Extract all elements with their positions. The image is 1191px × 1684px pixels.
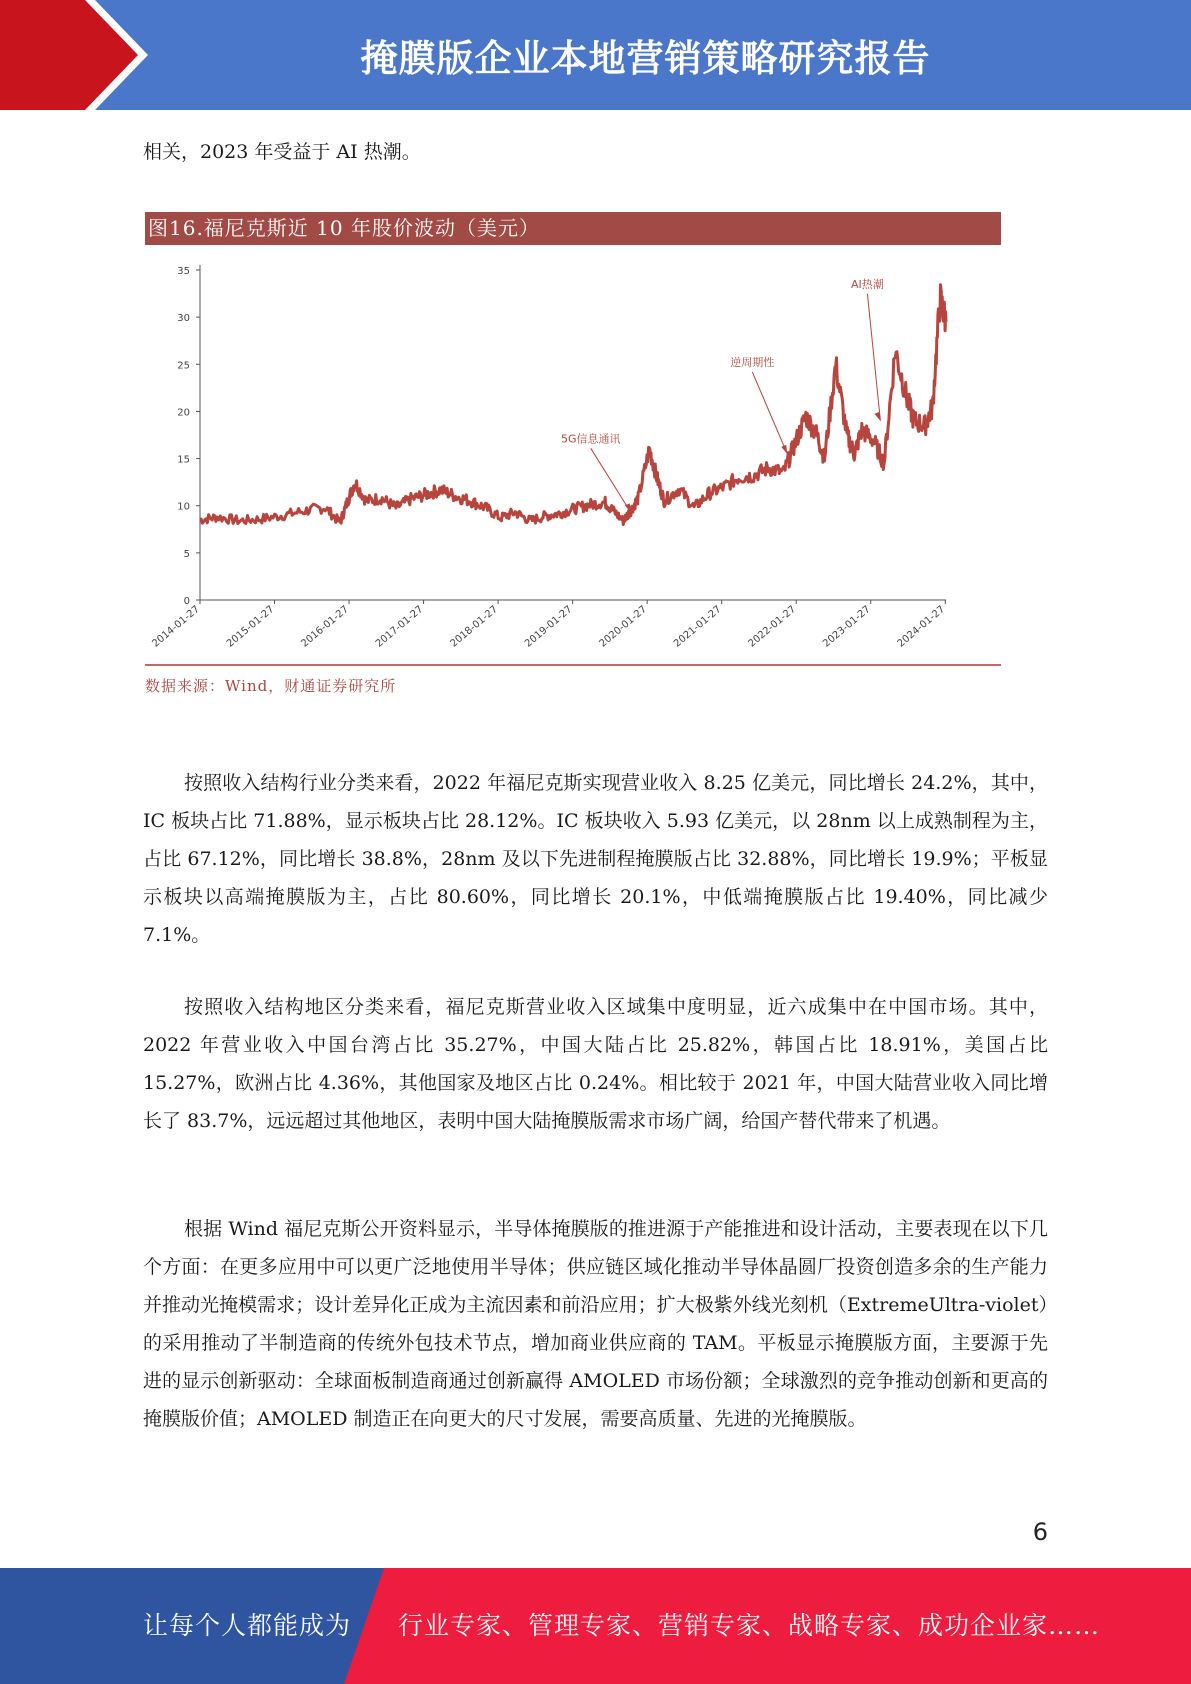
x-tick-label: 2014-01-27 [150, 603, 202, 650]
x-tick-label: 2023-01-27 [821, 603, 873, 650]
x-tick-label: 2020-01-27 [597, 603, 650, 650]
x-tick-label: 2015-01-27 [224, 603, 277, 650]
report-title: 掩膜版企业本地营销策略研究报告 [360, 37, 931, 80]
stock-price-chart [140, 255, 970, 655]
annotation-label: 逆周期性 [730, 355, 775, 369]
annotation-arrow [752, 372, 787, 454]
x-tick-label: 2021-01-27 [672, 603, 724, 650]
header-arrow-decoration [0, 0, 150, 110]
annotation-label: 5G信息通讯 [560, 432, 621, 446]
y-tick-label: 0 [183, 596, 190, 607]
x-tick-label: 2022-01-27 [746, 603, 799, 650]
page-number: 6 [1032, 1518, 1048, 1546]
annotation-arrowhead [874, 412, 880, 421]
x-tick-label: 2017-01-27 [373, 603, 426, 650]
footer-slogan-right: 行业专家、管理专家、营销专家、战略专家、成功企业家…… [398, 1611, 1101, 1640]
annotation-arrowhead [781, 445, 787, 454]
header-bar [0, 0, 1191, 110]
intro-text: 相关，2023 年受益于 AI 热潮。 [143, 141, 421, 163]
paragraph-demand-drivers: 根据 Wind 福尼克斯公开资料显示，半导体掩膜版的推进源于产能推进和设计活动，主要表现在以下几个方面：在更多应用中可以更广泛地使用半导体；供应链区域化推动半导体晶圆厂投资创造多余的生产能力并推动光掩模需求；设计差异化正成为主流因素和前沿应用；扩大极紫外线光刻机（ExtremeUltra-violet）的采用推动了半制造商的传统外包技术节点，增加商业供应商的 TAM。平板显示掩膜版方面，主要源于先进的显示创新驱动：全球面板制造商通过创新赢得 AMOLED 市场份额；全球激烈的竞争推动创新和更高的掩膜版价值；AMOLED 制造正在向更大的尺寸发展，需要高质量、先进的光掩膜版。 [143, 1218, 1048, 1430]
x-tick-label: 2019-01-27 [522, 603, 575, 650]
stock-price-series-line [200, 285, 946, 525]
annotation-arrow [867, 294, 880, 421]
figure-title: 图16.福尼克斯近 10 年股价波动（美元） [145, 212, 1001, 245]
paragraph-region-structure: 按照收入结构地区分类来看，福尼克斯营业收入区域集中度明显，近六成集中在中国市场。其中，2022 年营业收入中国台湾占比 35.27%，中国大陆占比 25.82%，韩国占比 18.91%，美国占比 15.27%，欧洲占比 4.36%，其他国家及地区占比 0.24%。相比较于 2021 年，中国大陆营业收入同比增长了 83.7%，远远超过其他地区，表明中国大陆掩膜版需求市场广阔，给国产替代带来了机遇。 [143, 996, 1048, 1132]
footer-bar [0, 1568, 1191, 1684]
footer-slogan-left: 让每个人都能成为 [143, 1611, 352, 1640]
y-tick-label: 10 [177, 501, 190, 513]
y-tick-label: 15 [177, 454, 190, 466]
x-tick-label: 2018-01-27 [448, 603, 501, 650]
annotation-label: AI热潮 [851, 277, 884, 291]
x-tick-label: 2024-01-27 [895, 603, 948, 650]
y-tick-label: 35 [177, 266, 190, 277]
y-tick-label: 30 [177, 313, 190, 325]
y-tick-label: 20 [177, 407, 190, 419]
figure-divider [145, 664, 1001, 666]
paragraph-industry-structure: 按照收入结构行业分类来看，2022 年福尼克斯实现营业收入 8.25 亿美元，同比增长 24.2%，其中，IC 板块占比 71.88%，显示板块占比 28.12%。IC 板块收入 5.93 亿美元，以 28nm 以上成熟制程为主，占比 67.12%，同比增长 38.8%，28nm 及以下先进制程掩膜版占比 32.88%，同比增长 19.9%；平板显示板块以高端掩膜版为主，占比 80.60%，同比增长 20.1%，中低端掩膜版占比 19.40%，同比减少 7.1%。 [143, 772, 1048, 946]
x-tick-label: 2016-01-27 [299, 603, 351, 650]
y-tick-label: 25 [177, 360, 190, 372]
y-tick-label: 5 [183, 548, 190, 560]
figure-source: 数据来源：Wind，财通证券研究所 [145, 677, 397, 695]
